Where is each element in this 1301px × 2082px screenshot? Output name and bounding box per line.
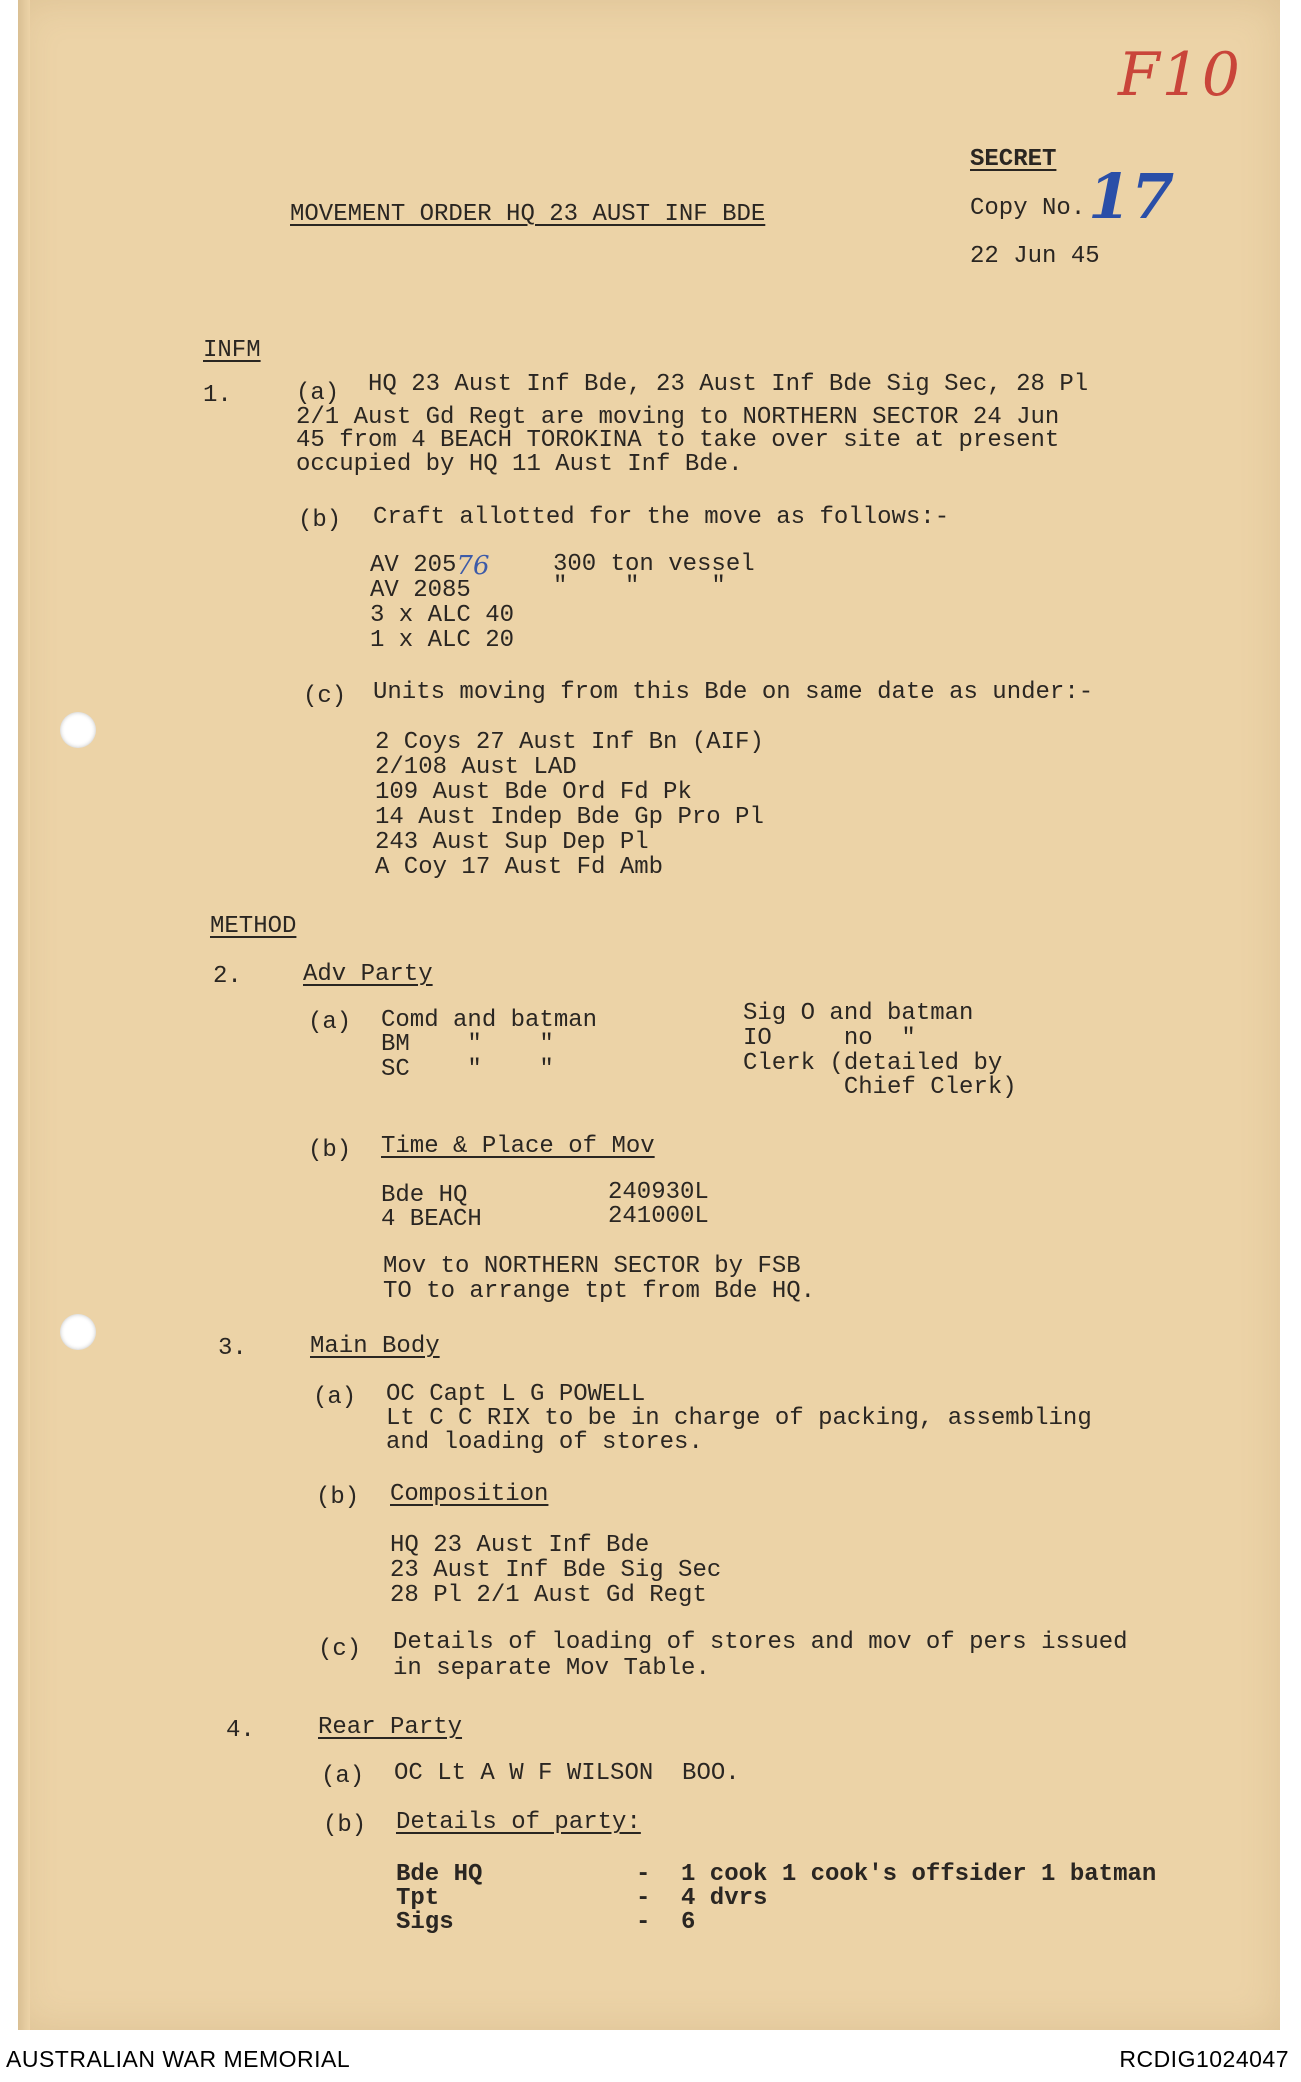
adv-party-right: IO no ": [743, 1025, 916, 1052]
para2b-line: Mov to NORTHERN SECTOR by FSB: [383, 1253, 801, 1280]
para3b-title: Composition: [390, 1481, 549, 1508]
craft-name: AV 2085: [370, 577, 471, 604]
party-row: [396, 1910, 695, 1936]
composition-item: 23 Aust Inf Bde Sig Sec: [390, 1557, 722, 1584]
party-detail: 1 cook 1 cook's offsider 1 batman: [681, 1861, 1157, 1888]
party-row: [396, 1862, 1156, 1888]
page-edge: [18, 0, 30, 2030]
adv-party-left: SC " ": [381, 1056, 554, 1083]
subpara-label: (a): [308, 1009, 352, 1036]
craft-name: 3 x ALC 40: [370, 602, 515, 629]
party-detail: 4 dvrs: [681, 1885, 768, 1912]
footer-institution: AUSTRALIAN WAR MEMORIAL: [6, 2046, 351, 2072]
para2b-title: Time & Place of Mov: [381, 1133, 655, 1160]
mov-place: 4 BEACH: [381, 1206, 482, 1233]
unit-item: 2 Coys 27 Aust Inf Bn (AIF): [375, 729, 764, 756]
subpara-label: (c): [303, 683, 347, 710]
para3a-line: and loading of stores.: [386, 1429, 703, 1456]
adv-party-left: BM " ": [381, 1031, 554, 1058]
party-unit: Bde HQ: [396, 1861, 483, 1888]
mov-time: 240930L: [608, 1179, 709, 1206]
para1c-text: Units moving from this Bde on same date as under:-: [373, 679, 1094, 706]
craft-name-typed: AV 205: [370, 552, 457, 579]
para1b-text: Craft allotted for the move as follows:-: [373, 504, 950, 531]
section-heading-method: METHOD: [210, 913, 297, 940]
para4a-text: OC Lt A W F WILSON BOO.: [394, 1760, 740, 1787]
unit-item: 2/108 Aust LAD: [375, 754, 577, 781]
composition-item: HQ 23 Aust Inf Bde: [390, 1532, 650, 1559]
craft-name: 1 x ALC 20: [370, 627, 515, 654]
copy-number-handwritten: 17: [1088, 160, 1175, 233]
paragraph-number: 4.: [226, 1717, 255, 1744]
para4-title: Rear Party: [318, 1714, 463, 1741]
composition-item: 28 Pl 2/1 Aust Gd Regt: [390, 1582, 707, 1609]
paragraph-number: 1.: [203, 382, 232, 409]
para2b-line: TO to arrange tpt from Bde HQ.: [383, 1278, 816, 1305]
craft-desc: 300 ton vessel: [553, 551, 755, 578]
footer-record-id: RCDIG1024047: [1119, 2046, 1289, 2072]
craft-desc: " " ": [553, 573, 726, 600]
para1a-line: 2/1 Aust Gd Regt are moving to NORTHERN SECTOR 24 Jun: [296, 404, 1060, 431]
para1a-line: 45 from 4 BEACH TOROKINA to take over site at present: [296, 427, 1060, 454]
para4b-title: Details of party:: [396, 1809, 641, 1836]
party-dash: -: [636, 1861, 651, 1888]
unit-item: A Coy 17 Aust Fd Amb: [375, 854, 664, 881]
mov-place: Bde HQ: [381, 1182, 468, 1209]
para3-title: Main Body: [310, 1333, 440, 1360]
para3c-line: in separate Mov Table.: [393, 1655, 710, 1682]
subpara-label: (a): [321, 1763, 365, 1790]
para3a-line: Lt C C RIX to be in charge of packing, assembling: [386, 1405, 1092, 1432]
party-unit: Tpt: [396, 1885, 440, 1912]
party-unit: Sigs: [396, 1909, 454, 1936]
unit-item: 109 Aust Bde Ord Fd Pk: [375, 779, 692, 806]
subpara-label: (c): [318, 1636, 362, 1663]
file-reference-annotation: F10: [1118, 40, 1242, 110]
adv-party-right: Clerk (detailed by: [743, 1050, 1003, 1077]
document-title: MOVEMENT ORDER HQ 23 AUST INF BDE: [290, 201, 766, 228]
classification-label: SECRET: [970, 146, 1057, 173]
copy-number-label: Copy No.: [970, 195, 1086, 222]
para1a-line: HQ 23 Aust Inf Bde, 23 Aust Inf Bde Sig Sec, 28 Pl: [368, 371, 1089, 398]
document-page: [18, 0, 1280, 2030]
subpara-label: (b): [308, 1137, 352, 1164]
subpara-label: (b): [316, 1484, 360, 1511]
subpara-label: (b): [298, 507, 342, 534]
unit-item: 14 Aust Indep Bde Gp Pro Pl: [375, 804, 764, 831]
unit-item: 243 Aust Sup Dep Pl: [375, 829, 649, 856]
section-heading-infm: INFM: [203, 337, 261, 364]
subpara-label: (b): [323, 1812, 367, 1839]
para3a-line: OC Capt L G POWELL: [386, 1381, 646, 1408]
craft-name: [370, 551, 490, 581]
document-date: 22 Jun 45: [970, 243, 1100, 270]
adv-party-right: Sig O and batman: [743, 1000, 974, 1027]
mov-time: 241000L: [608, 1203, 709, 1230]
pencil-correction: 76: [456, 551, 490, 581]
para1a-line: occupied by HQ 11 Aust Inf Bde.: [296, 451, 743, 478]
para3c-line: Details of loading of stores and mov of pers issued: [393, 1629, 1128, 1656]
party-detail: 6: [681, 1909, 696, 1936]
party-dash: -: [636, 1885, 651, 1912]
paragraph-number: 3.: [218, 1335, 247, 1362]
subpara-label: (a): [296, 380, 340, 407]
subpara-label: (a): [313, 1384, 357, 1411]
adv-party-right: Chief Clerk): [743, 1074, 1017, 1101]
para2-title: Adv Party: [303, 961, 433, 988]
paragraph-number: 2.: [213, 963, 242, 990]
punch-hole: [60, 712, 96, 748]
adv-party-left: Comd and batman: [381, 1007, 598, 1034]
party-dash: -: [636, 1909, 651, 1936]
punch-hole: [60, 1314, 96, 1350]
